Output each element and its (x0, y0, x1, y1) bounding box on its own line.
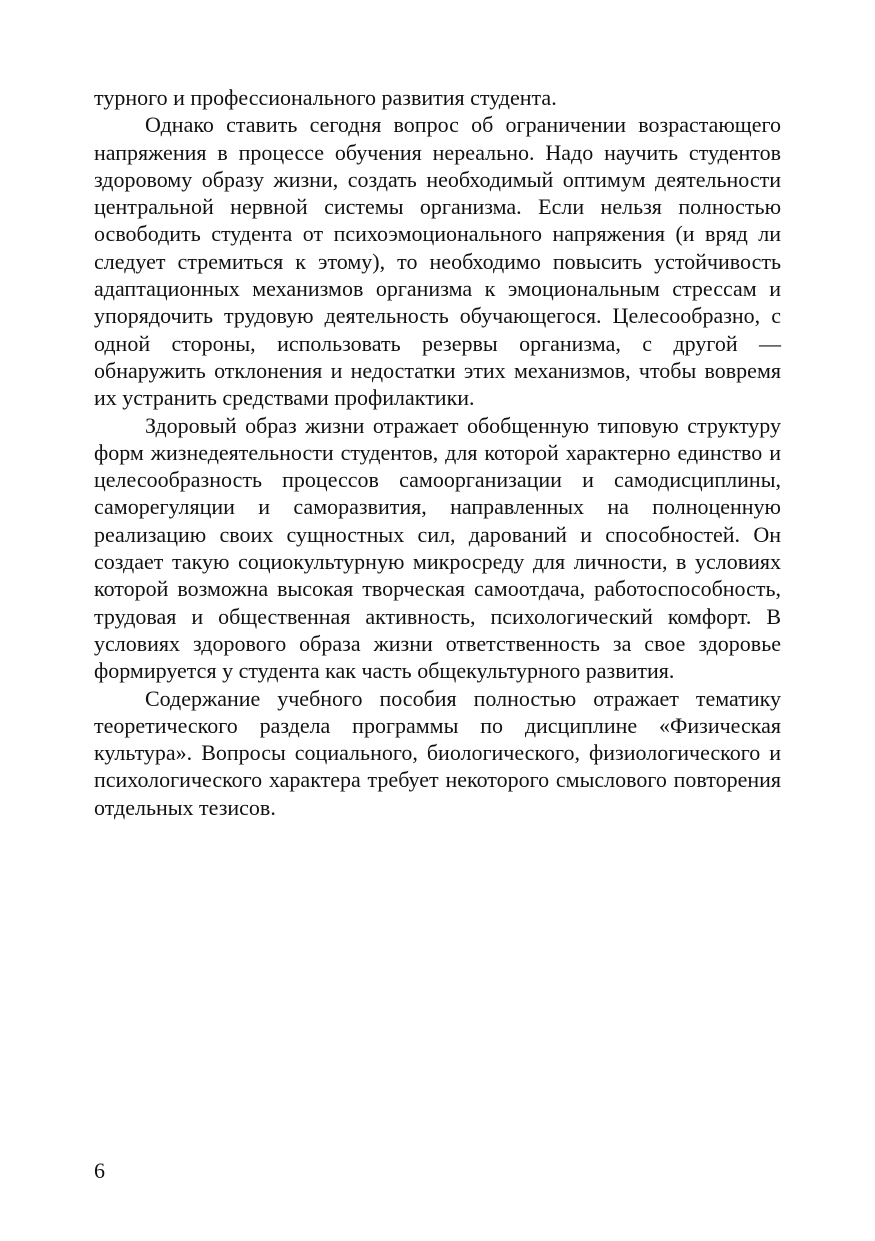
paragraph-education-stress: Однако ставить сегодня вопрос об ограничении возрастающего напряжения в процессе обучения нереально. Надо научить студентов здоровому образу жизни, создать необходимый оптимум деятельности центральной нервной системы организма. Если нельзя полностью освободить студента от психоэмоционального напряжения (и вряд ли следует стремиться к этому), то необходимо повысить устойчивость адаптационных механизмов организма к эмоциональным стрессам и упорядочить трудовую деятельность обучающегося. Целесообразно, с одной стороны, использовать резервы организма, с другой — обнаружить отклонения и недостатки этих механизмов, чтобы вовремя их устранить средствами профилактики. (94, 112, 781, 411)
page-number: 6 (94, 1158, 105, 1183)
paragraph-continuation: турного и профессионального развития студента. (94, 85, 557, 110)
paragraph-textbook-content: Содержание учебного пособия полностью отражает тематику теоретического раздела программы по дисциплине «Физическая культура». Вопросы социального, биологического, физиологического и психологического характера требует некоторого смыслового повторения отдельных тезисов. (94, 685, 781, 820)
body-text (94, 84, 781, 821)
paragraph-healthy-lifestyle: Здоровый образ жизни отражает обобщенную типовую структуру форм жизнедеятельности студентов, для которой характерно единство и целесообразность процессов самоорганизации и самодисциплины, саморегуляции и саморазвития, направленных на полноценную реализацию своих сущностных сил, дарований и способностей. Он создает такую социокультурную микросреду для личности, в условиях которой возможна высокая творческая самоотдача, работоспособность, трудовая и общественная активность, психологический комфорт. В условиях здорового образа жизни ответственность за свое здоровье формируется у студента как часть общекультурного развития. (94, 412, 781, 684)
